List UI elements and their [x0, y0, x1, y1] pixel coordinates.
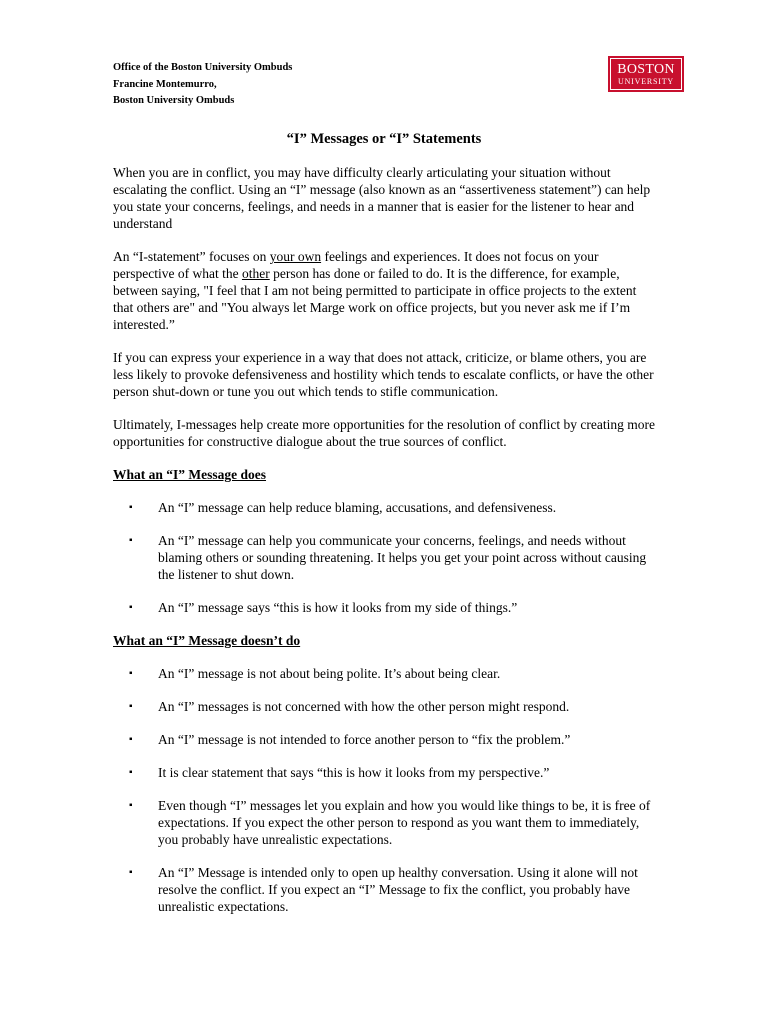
- list-item: [113, 864, 658, 915]
- logo-text-boston: BOSTON: [617, 61, 675, 77]
- underlined-your-own: your own: [269, 249, 322, 264]
- list-item: [113, 599, 658, 616]
- list-item-text: An “I” message is not intended to force another person to “fix the problem.”: [158, 732, 571, 747]
- list-item: [113, 665, 658, 682]
- list-item: [113, 731, 658, 748]
- document-body: [113, 164, 658, 931]
- bullet-square-icon: ▪: [129, 502, 133, 513]
- bullet-square-icon: ▪: [129, 602, 133, 613]
- ombuds-person-name: Francine Montemurro,: [113, 78, 217, 90]
- document-title: “I” Messages or “I” Statements: [286, 131, 482, 147]
- office-name: Office of the Boston University Ombuds: [113, 62, 293, 73]
- paragraph-i-statement-part3: person has done or failed to do. It is the difference, for example, between saying, "I feel that I am not being permitted to participate in office projects to the extent that others are" and "You always let Marge work on office projects, but you never ask me if I’m interested.”: [113, 266, 637, 332]
- bullet-square-icon: ▪: [129, 668, 133, 679]
- paragraph-ultimately: Ultimately, I-messages help create more opportunities for the resolution of conflict by creating more opportunities for constructive dialogue about the true sources of conflict.: [113, 417, 655, 449]
- ombuds-title: Boston University Ombuds: [113, 95, 235, 106]
- bullet-square-icon: ▪: [129, 800, 133, 811]
- list-item-text: An “I” message can help you communicate your concerns, feelings, and needs without blaming others or sounding threatening. It helps you get your point across without causing the listener to shut down.: [158, 533, 647, 582]
- list-what-it-doesnt-do: [113, 665, 658, 915]
- list-item-text: An “I” Message is intended only to open up healthy conversation. Using it alone will not resolve the conflict. If you expect an “I” Message to fix the conflict, you probably have unrealistic expectations.: [158, 865, 638, 914]
- bullet-square-icon: ▪: [129, 535, 133, 546]
- list-item: [113, 698, 658, 715]
- list-what-it-does: [113, 499, 658, 616]
- office-address-block: [113, 60, 292, 110]
- bullet-square-icon: ▪: [129, 701, 133, 712]
- list-item: [113, 532, 658, 583]
- list-item: [113, 797, 658, 848]
- paragraph-i-statement: [113, 248, 658, 333]
- list-item: [113, 499, 658, 516]
- paragraph-intro: When you are in conflict, you may have difficulty clearly articulating your situation without escalating the conflict. Using an “I” message (also known as an “assertiveness statement”) can help you state your concerns, feelings, and needs in a manner that is easier for the listener to hear and understand: [113, 165, 651, 231]
- list-item-text: Even though “I” messages let you explain and how you would like things to be, it is free of expectations. If you expect the other person to respond as you want them to immediately, you probably have unrealistic expectations.: [158, 798, 651, 847]
- bullet-square-icon: ▪: [129, 734, 133, 745]
- underlined-other: other: [241, 266, 270, 281]
- list-item-text: An “I” message can help reduce blaming, accusations, and defensiveness.: [158, 500, 557, 515]
- list-item: [113, 764, 658, 781]
- boston-university-logo: [608, 56, 684, 92]
- list-item-text: An “I” message is not about being polite. It’s about being clear.: [158, 666, 501, 681]
- paragraph-defensiveness: If you can express your experience in a way that does not attack, criticize, or blame others, you are less likely to provoke defensiveness and hostility which tends to escalate conflicts, or have the other person shut-down or tune you out which tends to stifle communication.: [113, 350, 654, 399]
- paragraph-i-statement-part2: feelings and experiences. It does not focus on your perspective of what the: [113, 249, 599, 281]
- logo-frame: [610, 58, 682, 90]
- list-item-text: An “I” message says “this is how it looks from my side of things.”: [158, 600, 518, 615]
- logo-text-university: UNIVERSITY: [618, 76, 674, 86]
- heading-what-it-doesnt-do: What an “I” Message doesn’t do: [113, 633, 301, 648]
- paragraph-i-statement-part1: An “I-statement” focuses on: [113, 249, 270, 264]
- list-item-text: It is clear statement that says “this is how it looks from my perspective.”: [158, 765, 550, 780]
- list-item-text: An “I” messages is not concerned with how the other person might respond.: [158, 699, 570, 714]
- bullet-square-icon: ▪: [129, 767, 133, 778]
- bullet-square-icon: ▪: [129, 867, 133, 878]
- heading-what-it-does: What an “I” Message does: [113, 467, 267, 482]
